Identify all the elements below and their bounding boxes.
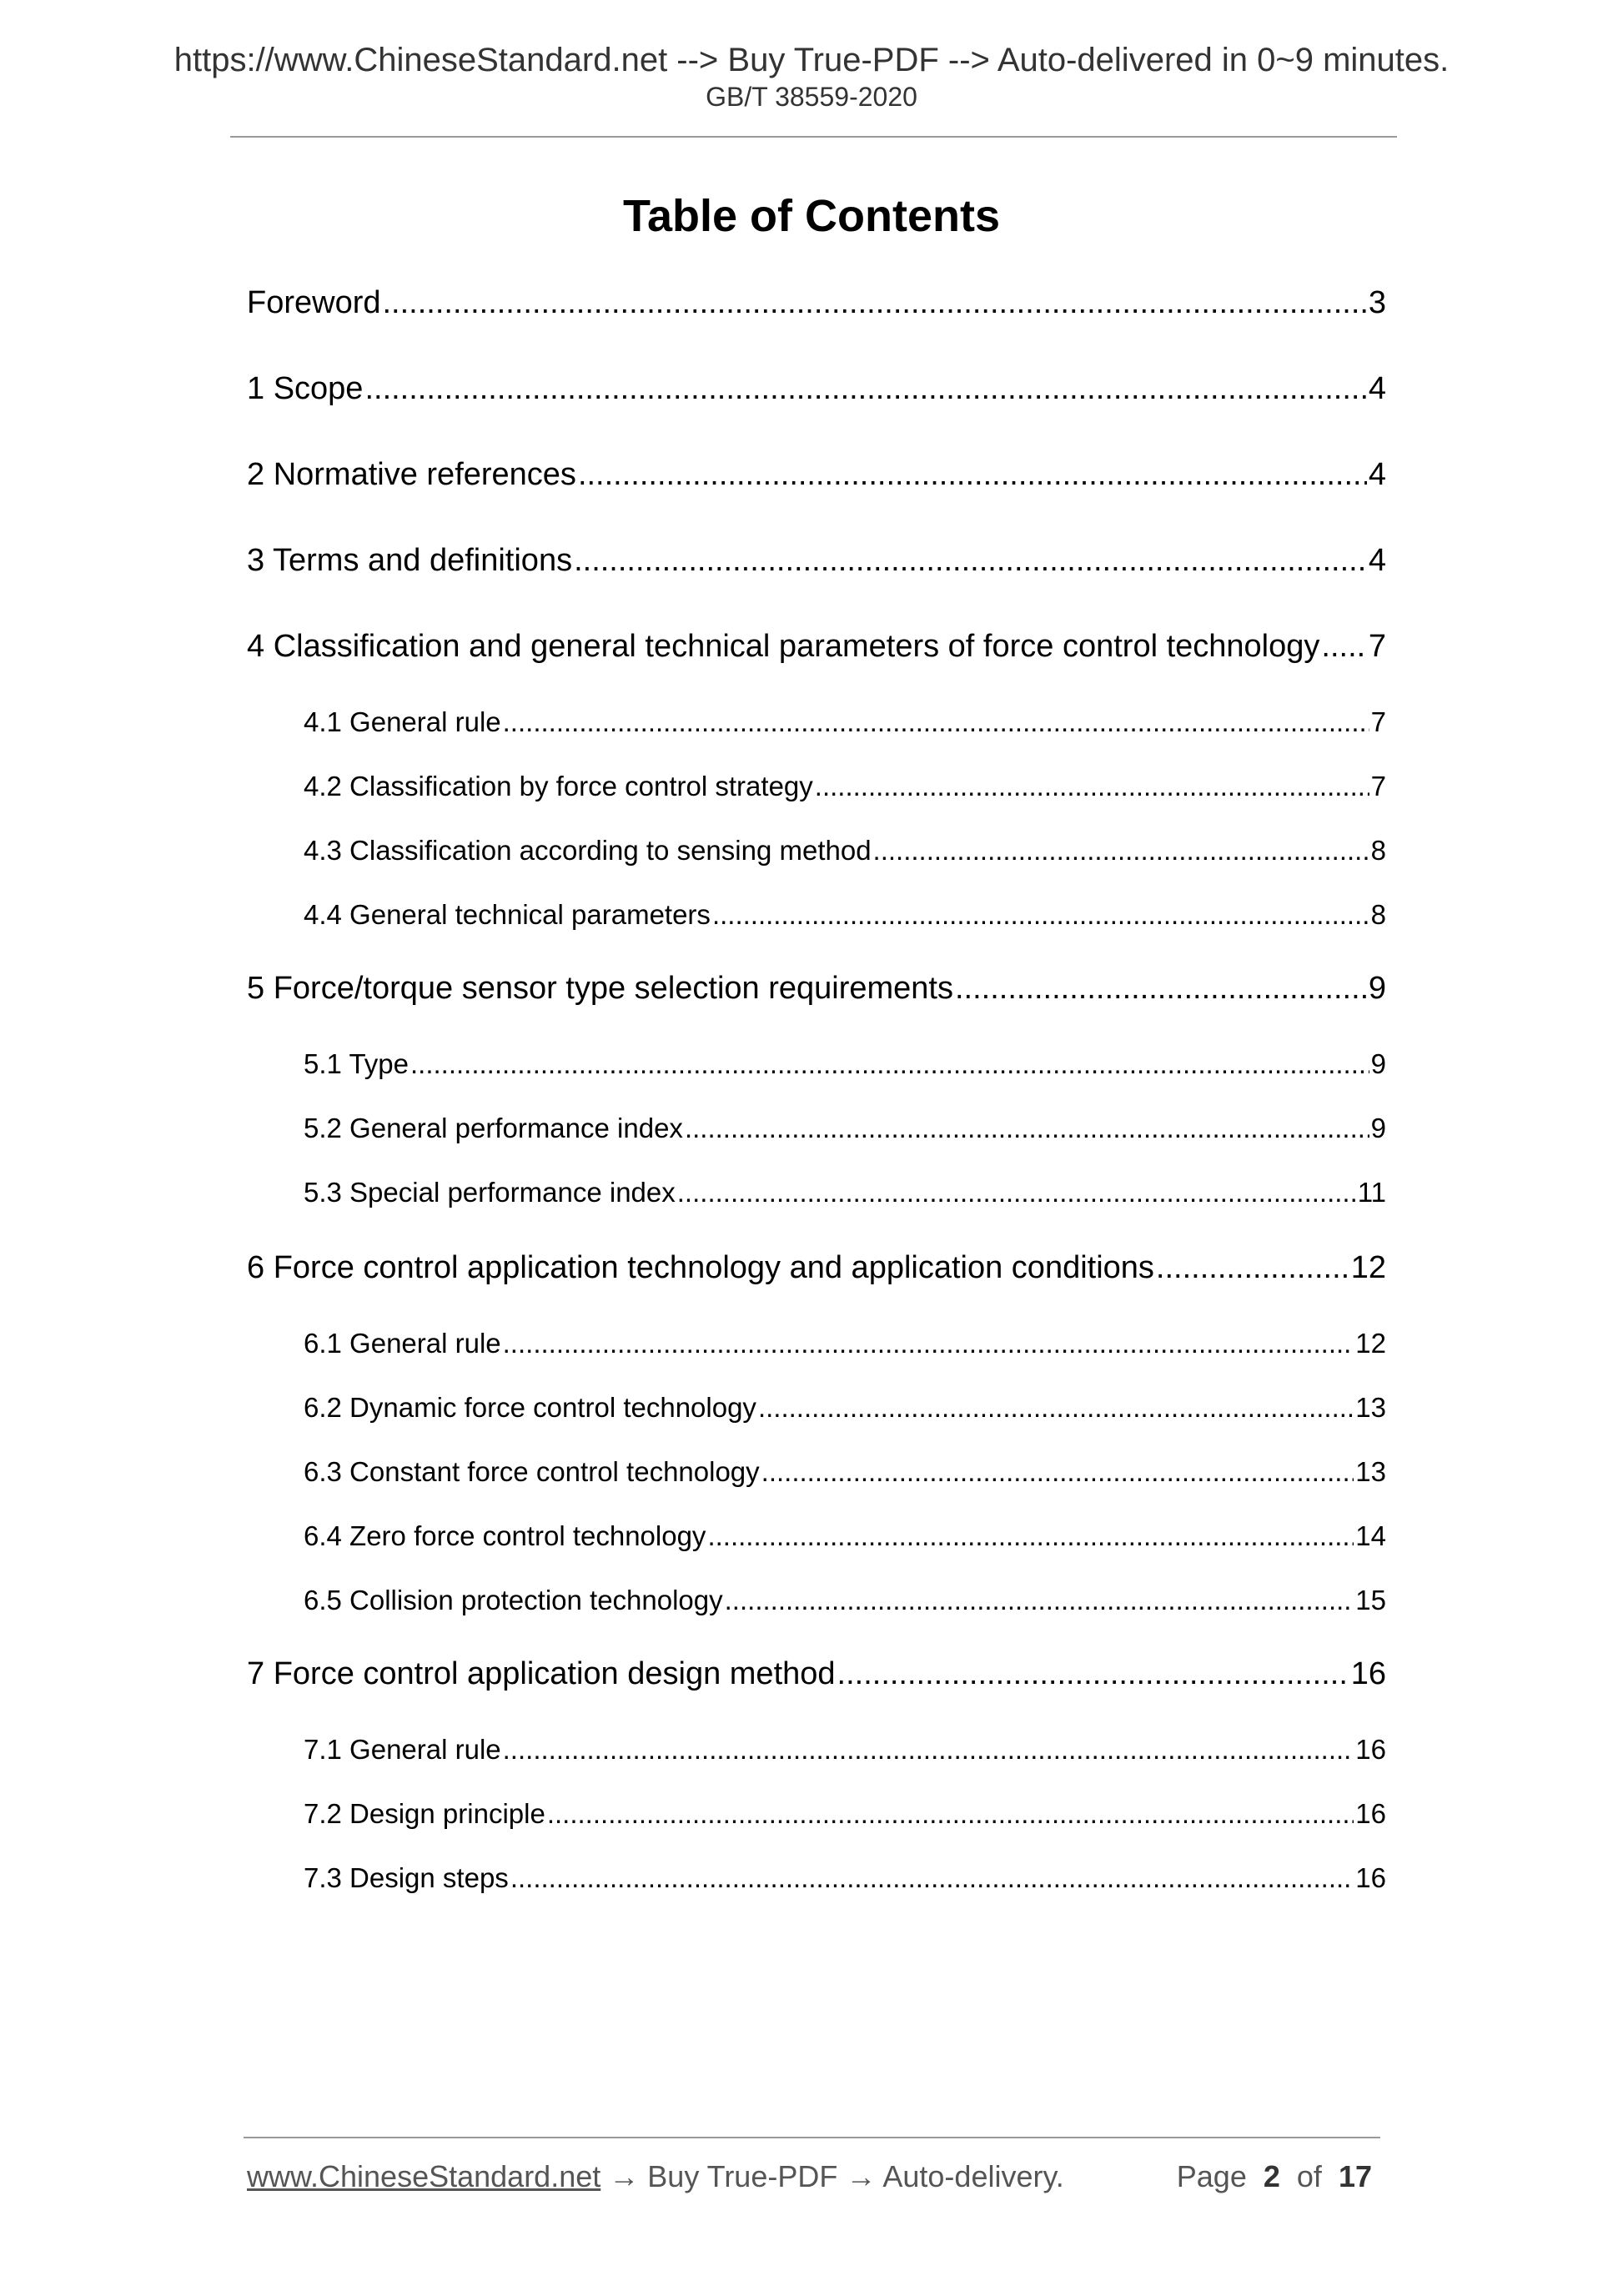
toc-page-number: 7 [1370,706,1386,737]
toc-entry-section-4[interactable] [247,629,1386,665]
toc-page-number: 9 [1368,971,1386,1006]
toc-leader-dots [761,1456,1354,1488]
page-title: Table of Contents [623,191,1000,241]
toc-entry-7-3[interactable] [304,1862,1386,1894]
toc-page-number: 16 [1350,1656,1386,1691]
toc-entry-4-2[interactable] [304,771,1386,802]
toc-entry-6-1[interactable] [304,1328,1386,1359]
toc-leader-dots [725,1585,1354,1616]
toc-page-number: 8 [1370,835,1386,866]
toc-entry-label: 5.3 Special performance index [304,1177,676,1208]
toc-leader-dots [410,1048,1369,1080]
toc-entry-5-1[interactable] [304,1048,1386,1080]
toc-entry-label: 7 Force control application design method [247,1656,836,1691]
toc-entry-label: 6.1 General rule [304,1328,501,1359]
toc-entry-terms-definitions[interactable] [247,543,1386,579]
toc-page-number: 3 [1368,285,1386,320]
toc-entry-section-5[interactable] [247,971,1386,1007]
toc-page-number: 7 [1368,629,1386,664]
page-footer [247,2159,1380,2203]
toc-leader-dots [677,1177,1356,1208]
site-banner: https://www.ChineseStandard.net --> Buy True-PDF --> Auto-delivered in 0~9 minutes. [173,42,1450,78]
toc-entry-label: 4.4 General technical parameters [304,899,711,930]
toc-entry-label: 7.3 Design steps [304,1862,509,1893]
total-pages-number: 17 [1338,2159,1372,2193]
toc-entry-label: 4.3 Classification according to sensing method [304,835,872,866]
toc-entry-5-2[interactable] [304,1113,1386,1144]
toc-leader-dots [510,1862,1354,1894]
page-indicator [1176,2159,1372,2193]
toc-entry-6-4[interactable] [304,1520,1386,1552]
toc-entry-4-4[interactable] [304,899,1386,931]
toc-leader-dots [712,899,1369,931]
toc-leader-dots [685,1113,1369,1144]
toc-entry-label: 5 Force/torque sensor type selection requirements [247,971,953,1006]
arrow-right-icon: → [846,2159,877,2193]
toc-page-number: 16 [1355,1798,1386,1829]
toc-leader-dots [815,771,1369,802]
toc-entry-scope[interactable] [247,371,1386,407]
toc-page-number: 9 [1370,1113,1386,1143]
toc-leader-dots [1321,629,1366,665]
footer-delivery-text: Auto-delivery. [882,2159,1064,2193]
toc-entry-label: 6.4 Zero force control technology [304,1520,706,1551]
toc-page-number: 16 [1355,1734,1386,1765]
toc-entry-label: 6.3 Constant force control technology [304,1456,760,1487]
current-page-number: 2 [1263,2159,1280,2193]
toc-leader-dots [364,371,1366,407]
toc-entry-label: 5.2 General performance index [304,1113,683,1143]
toc-entry-label: 2 Normative references [247,457,576,492]
toc-entry-label: 4.2 Classification by force control strategy [304,771,813,801]
toc-leader-dots [1156,1250,1349,1286]
toc-entry-4-3[interactable] [304,835,1386,867]
toc-leader-dots [873,835,1369,867]
toc-entry-label: 4.1 General rule [304,706,501,737]
toc-entry-label: 1 Scope [247,371,364,406]
footer-promo [247,2159,1064,2193]
toc-leader-dots [837,1656,1349,1692]
toc-entry-6-3[interactable] [304,1456,1386,1488]
of-word: of [1296,2159,1322,2193]
toc-entry-section-7[interactable] [247,1656,1386,1692]
toc-entry-4-1[interactable] [304,706,1386,738]
toc-page-number: 15 [1355,1585,1386,1615]
toc-page-number: 4 [1368,543,1386,578]
toc-page-number: 14 [1355,1520,1386,1551]
toc-leader-dots [503,1328,1354,1359]
toc-leader-dots [758,1392,1354,1424]
toc-page-number: 9 [1370,1048,1386,1079]
toc-leader-dots [503,706,1369,738]
toc-entry-7-2[interactable] [304,1798,1386,1830]
footer-site-link[interactable]: www.ChineseStandard.net [247,2159,601,2193]
toc-entry-section-6[interactable] [247,1250,1386,1286]
toc-page-number: 8 [1370,899,1386,930]
arrow-right-icon: → [609,2159,640,2193]
toc-leader-dots [547,1798,1354,1830]
toc-page-number: 7 [1370,771,1386,801]
toc-page-number: 12 [1350,1250,1386,1285]
toc-page-number: 13 [1355,1392,1386,1423]
toc-page-number: 13 [1355,1456,1386,1487]
toc-entry-6-5[interactable] [304,1585,1386,1616]
toc-entry-foreword[interactable] [247,285,1386,321]
page-word: Page [1176,2159,1247,2193]
toc-entry-label: 6 Force control application technology and application conditions [247,1250,1154,1285]
footer-divider [244,2137,1380,2138]
standard-code: GB/T 38559-2020 [706,82,917,112]
toc-entry-label: 4 Classification and general technical parameters of force control technology [247,629,1320,664]
toc-entry-label: Foreword [247,285,381,320]
toc-entry-label: 7.2 Design principle [304,1798,545,1829]
toc-leader-dots [574,543,1367,579]
toc-page-number: 11 [1357,1177,1386,1208]
footer-buy-text: Buy True-PDF [647,2159,838,2193]
toc-entry-5-3[interactable] [304,1177,1386,1208]
toc-entry-7-1[interactable] [304,1734,1386,1766]
toc-leader-dots [955,971,1367,1007]
toc-entry-label: 7.1 General rule [304,1734,501,1765]
toc-entry-label: 6.5 Collision protection technology [304,1585,723,1615]
toc-page-number: 16 [1355,1862,1386,1893]
toc-page-number: 4 [1368,371,1386,406]
toc-leader-dots [383,285,1367,321]
toc-entry-label: 5.1 Type [304,1048,409,1079]
toc-page-number: 12 [1355,1328,1386,1359]
toc-entry-6-2[interactable] [304,1392,1386,1424]
toc-leader-dots [503,1734,1354,1766]
toc-leader-dots [707,1520,1354,1552]
toc-entry-label: 6.2 Dynamic force control technology [304,1392,756,1423]
toc-page-number: 4 [1368,457,1386,492]
toc-entry-normative-references[interactable] [247,457,1386,493]
toc-entry-label: 3 Terms and definitions [247,543,573,578]
header-divider [230,136,1397,138]
toc-leader-dots [578,457,1367,493]
